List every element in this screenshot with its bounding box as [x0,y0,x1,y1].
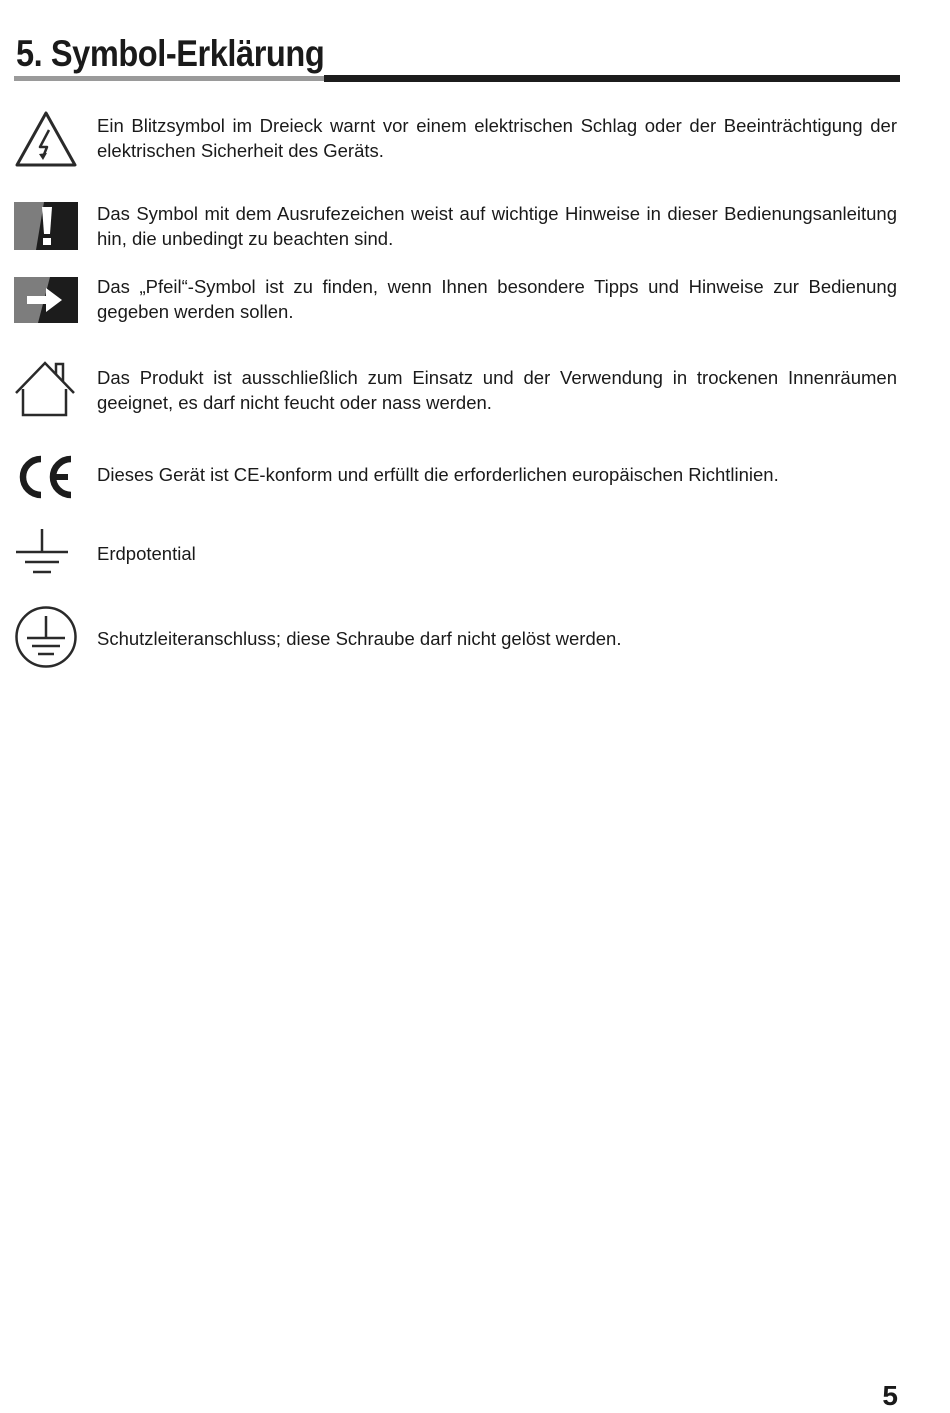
high-voltage-warning-icon [14,110,80,168]
page-number: 5 [882,1380,898,1411]
ce-mark-icon [14,453,80,501]
symbol-description: Das „Pfeil“-Symbol ist zu finden, wenn Ihnen besondere Tipps und Hinweise zur Bedienung gegeben werden sollen. [97,276,897,322]
title-rule-dark [324,75,900,82]
protective-earth-icon [14,605,80,669]
symbol-description: Dieses Gerät ist CE-konform und erfüllt die erforderlichen europäischen Richtlinien. [97,464,779,485]
arrow-icon [14,277,80,323]
title-rule-light [14,76,326,81]
earth-ground-icon [14,528,80,576]
exclamation-icon [14,202,80,250]
symbol-description: Erdpotential [97,543,196,564]
symbol-description: Schutzleiteranschluss; diese Schraube darf nicht gelöst werden. [97,628,622,649]
symbol-description: Ein Blitzsymbol im Dreieck warnt vor einem elektrischen Schlag oder der Beeinträchtigung der elektrischen Sicherheit des Geräts. [97,115,897,161]
section-title: 5. Symbol-Erklärung [16,33,325,74]
symbol-description: Das Produkt ist ausschließlich zum Einsatz und der Verwendung in trockenen Innenräumen geeignet, es darf nicht feucht oder nass werden. [97,367,897,413]
symbol-description: Das Symbol mit dem Ausrufezeichen weist auf wichtige Hinweise in dieser Bedienungsanleitung hin, die unbedingt zu beachten sind. [97,203,897,249]
indoor-house-icon [14,360,80,418]
